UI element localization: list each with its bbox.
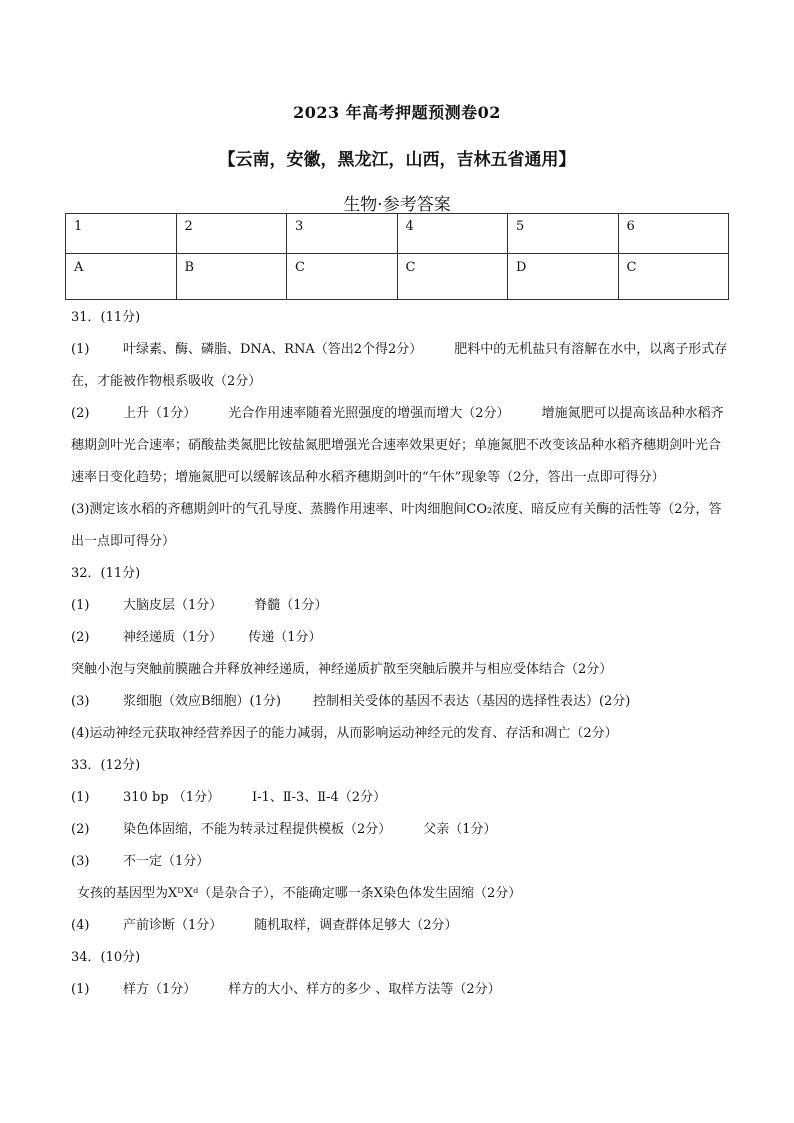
q31-heading: 31．(11分) — [71, 310, 141, 325]
table-cell: 6 — [618, 214, 729, 254]
q32-part2-detail: 突触小泡与突触前膜融合并释放神经递质，神经递质扩散至突触后膜并与相应受体结合（2分） — [71, 662, 613, 677]
q33-heading: 33．(12分) — [71, 758, 141, 773]
answer-text: 染色体固缩，不能为转录过程提供模板（2分） — [123, 822, 392, 837]
q32-part3 — [71, 686, 731, 718]
answer-text: 样方的大小、样方的多少 、取样方法等（2分） — [228, 982, 501, 997]
q31-part3: (3)测定该水稻的齐穗期剑叶的气孔导度、蒸腾作用速率、叶肉细胞间CO₂浓度、暗反应有关酶的活性等（2分，答出一点即可得分） — [71, 502, 722, 549]
answer-text: 随机取样，调查群体足够大（2分） — [254, 918, 458, 933]
table-row-numbers — [66, 214, 729, 254]
part-number: (1) — [71, 982, 90, 997]
part-number: (2) — [71, 822, 90, 837]
answer-table — [65, 213, 729, 300]
answer-heading: 生物·参考答案 — [343, 195, 451, 215]
q33-part3 — [71, 846, 731, 878]
q32-part1 — [71, 590, 731, 622]
answer-text: 产前诊断（1分） — [123, 918, 223, 933]
part-number: (1) — [71, 790, 90, 805]
table-row-answers — [66, 254, 729, 300]
table-cell: 5 — [508, 214, 619, 254]
answer-text: 310 bp （1分） — [123, 790, 220, 805]
q33-part4 — [71, 910, 731, 942]
table-cell: C — [397, 254, 508, 300]
table-cell: A — [66, 254, 177, 300]
q33-part3-detail: 女孩的基因型为XᴰXᵈ（是杂合子），不能确定哪一条X染色体发生固缩（2分） — [77, 886, 522, 901]
table-cell: B — [176, 254, 287, 300]
table-cell: C — [287, 254, 398, 300]
table-cell: 2 — [176, 214, 287, 254]
part-number: (1) — [71, 598, 90, 613]
answer-text: 传递（1分） — [248, 630, 322, 645]
answer-text: 样方（1分） — [123, 982, 197, 997]
answer-text: 上升（1分） — [123, 406, 197, 421]
q34-heading: 34．(10分) — [71, 950, 141, 965]
answer-text: 神经递质（1分） — [123, 630, 223, 645]
answer-text: 光合作用速率随着光照强度的增强而增大（2分） — [228, 406, 510, 421]
page-title: 2023 年高考押题预测卷02 — [293, 103, 501, 122]
answer-text: 叶绿素、酶、磷脂、DNA、RNA（答出2个得2分） — [123, 342, 423, 357]
table-cell: 4 — [397, 214, 508, 254]
page-subtitle: 【云南，安徽，黑龙江，山西，吉林五省通用】 — [218, 150, 576, 170]
q32-part2 — [71, 622, 731, 654]
q32-part4: (4)运动神经元获取神经营养因子的能力减弱，从而影响运动神经元的发育、存活和凋亡（2分） — [71, 726, 618, 741]
answer-text: 浆细胞（效应B细胞）(1分) — [123, 694, 281, 709]
part-number: (1) — [71, 342, 90, 357]
answer-body — [71, 302, 731, 1006]
answer-text: 控制相关受体的基因不表达（基因的选择性表达）(2分) — [312, 694, 631, 709]
part-number: (2) — [71, 406, 90, 421]
q34-part1 — [71, 974, 731, 1006]
answer-text: 增施氮肥可以提高该品种水稻齐穗期剑叶光合速率；硝酸盐类氮肥比铵盐氮肥增强光合速率效果更好；单施氮肥不改变该品种水稻齐穗期剑叶光合速率日变化趋势；增施氮肥可以缓解该品种水稻齐穗期剑叶的“午休”现象等（2分，答出一点即可得分） — [71, 406, 724, 485]
answer-text: 大脑皮层（1分） — [123, 598, 223, 613]
part-number: (3) — [71, 694, 90, 709]
table-cell: 3 — [287, 214, 398, 254]
answer-text: Ⅰ-1、Ⅱ-3、Ⅱ-4（2分） — [252, 790, 387, 805]
q32-heading: 32．(11分) — [71, 566, 141, 581]
answer-text: 脊髓（1分） — [254, 598, 328, 613]
q33-part2 — [71, 814, 731, 846]
q33-part1 — [71, 782, 731, 814]
part-number: (2) — [71, 630, 90, 645]
part-number: (3) — [71, 854, 90, 869]
table-cell: D — [508, 254, 619, 300]
q31-part2 — [71, 398, 731, 494]
part-number: (4) — [71, 918, 90, 933]
answer-text: 肥料中的无机盐只有溶解在水中，以离子形式存在，才能被作物根系吸收（2分） — [71, 342, 728, 389]
answer-text: 不一定（1分） — [123, 854, 210, 869]
table-cell: C — [618, 254, 729, 300]
q31-part1 — [71, 334, 731, 398]
table-cell: 1 — [66, 214, 177, 254]
answer-text: 父亲（1分） — [423, 822, 497, 837]
